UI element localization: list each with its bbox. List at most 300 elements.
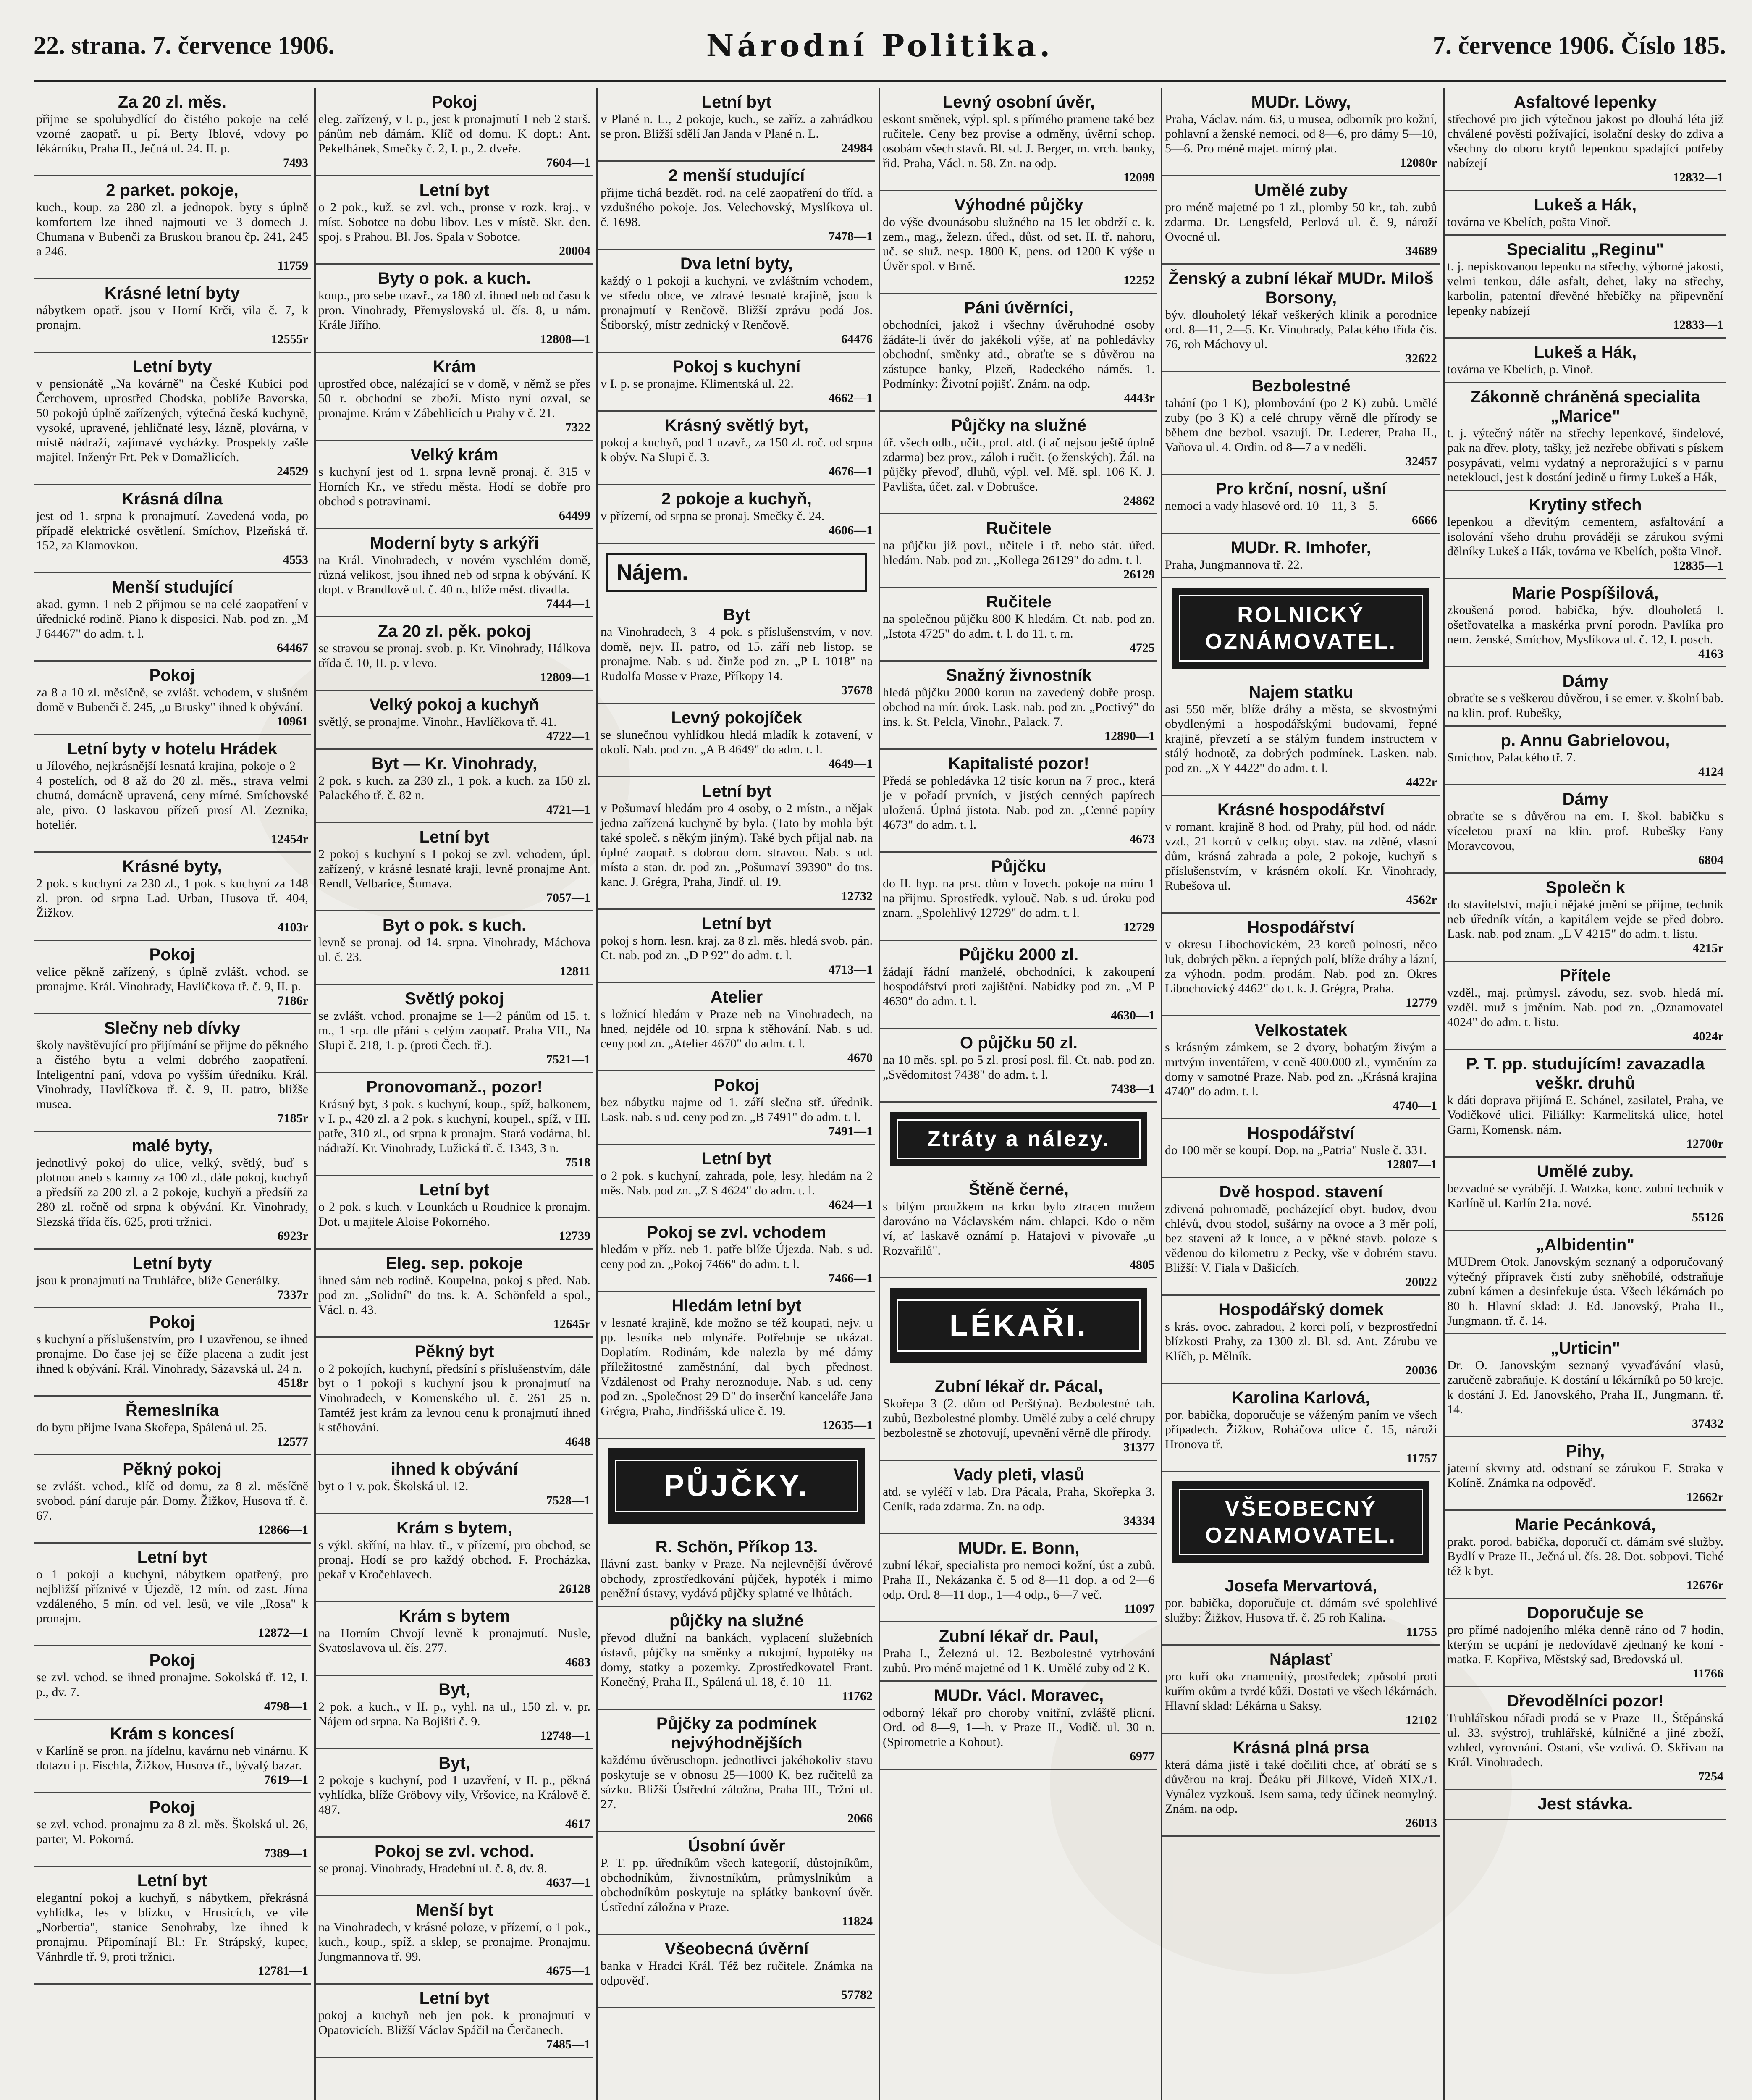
ad-reference-number: 7322	[565, 420, 590, 434]
ad-reference-number: 7619—1	[264, 1773, 308, 1787]
ad-reference-number: 4740—1	[1393, 1099, 1437, 1113]
ad-title: 2 pokoje a kuchyň,	[661, 490, 812, 508]
ad-title: Letní byt	[137, 1872, 207, 1890]
classified-ad	[316, 1338, 593, 1455]
ad-reference-number: 11757	[1406, 1452, 1437, 1465]
ad-reference-number: 12635—1	[822, 1418, 873, 1432]
ad-title: Pokoj	[149, 1313, 195, 1331]
ad-title: Pihy,	[1566, 1442, 1605, 1460]
ad-body: pokoj a kuchyň neb jen pok. k pronajmutí v Opatovicích. Bližší Václav Spáčil na Čerčanech.	[318, 2008, 590, 2037]
ad-reference-number: 7518	[565, 1155, 590, 1169]
ad-body: v romant. krajině 8 hod. od Prahy, půl hod. od nádr. vzd., 21 korců v celku; obyt. stav. na zděné, vlasní dům, krásná zahrada a pole, 2 pokoje, kuchyň s příslušenstvím, v krásném okolí. Kr. Vinohrady, Rubešova ul.	[1165, 820, 1437, 892]
classified-ad	[598, 1935, 875, 2008]
ad-title: Levný osobní úvěr,	[942, 93, 1095, 111]
ad-title: Výhodné půjčky	[954, 196, 1083, 214]
classified-ad	[34, 1646, 311, 1720]
ad-reference-number: 6804	[1698, 853, 1723, 867]
ad-body: eleg. zařízený, v I. p., jest k pronajmutí 1 neb 2 starš. pánům neb dámám. Klíč od domu. K dopt.: Ant. Pekelhánek, Smečky č. 2, I. p., 2. dveře.	[318, 112, 590, 155]
ad-body: Praha, Václav. nám. 63, u musea, odborník pro kožní, pohlavní a ženské nemoci, od 8—6, pro dámy 5—10, 5—6. Pro méně majet. mírný plat.	[1165, 112, 1437, 155]
ad-body: uprostřed obce, nalézající se v domě, v němž se přes 50 r. obchodní se zboží. Místo nyní ozval, se pronajme. Krám v Zábehlicích u Prahy v č. 21.	[318, 377, 590, 420]
ad-body: se slunečnou vyhlídkou hledá mladík k zotavení, v okolí. Nab. pod zn. „A B 4649" do adm. t. l.	[601, 728, 873, 756]
ad-reference-number: 12872—1	[258, 1626, 308, 1640]
ad-body: pro přímé nadojeního mléka denně ráno od 7 hodin, kterým se ucpání je nedovídavě zjednaný ke koní - matka. F. Kopřiva, Městský sad, Bredovská ul.	[1447, 1623, 1723, 1666]
ad-title: Přítele	[1559, 966, 1611, 985]
ad-title: MUDr. Löwy,	[1251, 93, 1351, 111]
classified-ad	[1162, 914, 1440, 1016]
ad-title: Snažný živnostník	[946, 666, 1092, 685]
column-1	[34, 88, 311, 2100]
classified-ad	[880, 1461, 1157, 1534]
classified-ad	[316, 1455, 593, 1514]
ad-body: za 8 a 10 zl. měsíčně, se zvlášt. vchodem, v slušném domě v Bubenči č. 245, „u Brusky" ihned k obývání.	[36, 685, 308, 714]
ad-body: každý o 1 pokoji a kuchyni, ve zvláštním vchodem, ve středu obce, ve zdravé lesnaté krajině, jsou k pronajmutí v Renčově. Bližší zprávu podá Jos. Štiborský, místr zednický v Renčově.	[601, 274, 873, 332]
ad-reference-number: 12807—1	[1387, 1158, 1437, 1171]
ad-reference-number: 4215r	[1692, 941, 1723, 955]
ad-reference-number: 6977	[1130, 1749, 1155, 1763]
ad-reference-number: 4683	[565, 1655, 590, 1669]
ad-body: prakt. porod. babička, doporučí ct. dámám své služby. Bydlí v Praze II., Ječná ul. čís. 28. Dot. sobpovi. Tiché též k byt.	[1447, 1535, 1723, 1578]
columns	[34, 88, 1726, 2100]
ad-title: Josefa Mervartová,	[1225, 1577, 1377, 1595]
lekari-section-heading	[890, 1288, 1147, 1363]
header-date-right: 7. července 1906. Číslo 185.	[1432, 32, 1726, 59]
ad-body: Krásný byt, 3 pok. s kuchyní, koup., spíž, balkonem, v I. p., 420 zl. a 2 pok. s kuchyní, koupel., spíž, v III. patře, 310 zl., od srpna k pronajm. Stará vodárna, bl. nádraží. Kr. Vinohrady, Lužická tř. č. 1343, 3 n.	[318, 1097, 590, 1155]
ad-title: Levný pokojíček	[671, 709, 802, 727]
ad-reference-number: 7466—1	[829, 1271, 873, 1285]
ad-title: Pokoj	[713, 1076, 760, 1095]
ad-body: Dr. O. Janovským seznaný vyvaďávání vlasů, zaručeně zabraňuje. K dostání u lékárníků po 50 krejc. k dostání J. Ed. Janovského, Praha II., Jungmann. tř. 14.	[1447, 1358, 1723, 1416]
classified-ad	[1445, 962, 1726, 1050]
ad-reference-number: 12729	[1123, 920, 1155, 934]
ad-body: obchodníci, jakož i všechny úvěruhodné osoby žádáte-li úvěr do jakékoli výše, ať na pohledávky obchodní, směnky atd., obraťte se s důvěrou na zástupce banky, Plzeň, Radeckého náměs. 1. Podmínky: Životní pojišť. Znám. na odp.	[883, 318, 1155, 391]
ad-title: Zákonně chráněná specialita „Marice"	[1470, 388, 1700, 425]
classified-ad	[598, 704, 875, 777]
ad-title: Za 20 zl. měs.	[118, 93, 226, 111]
ad-body: do 100 měr se koupí. Dop. na „Patria" Nusle č. 331.	[1165, 1143, 1427, 1157]
ad-body: 2 pok. a kuch., v II. p., vyhl. na ul., 150 zl. v. pr. Nájem od srpna. Na Bojišti č. 9.	[318, 1700, 590, 1728]
ad-title: Byt o pok. s kuch.	[382, 916, 527, 934]
ad-title: MUDr. R. Imhofer,	[1231, 538, 1371, 557]
ad-title: Velký pokoj a kuchyň	[369, 696, 540, 714]
ad-body: 2 pok. s kuch. za 230 zl., 1 pok. a kuch. za 150 zl. Palackého tř. č. 82 n.	[318, 774, 590, 802]
ad-body: jednotlivý pokoj do ulice, velký, světlý, buď s plotnou aneb s kamny za 100 zl., dále pokoj, kuchyň a předsíň za 200 zl. a 2 pokoje, kuchyň a předsíň za 280 zl. ročně od srpna k obývání. Kr. Vinohrady, Slezská třída čís. 625, proti tržnici.	[36, 1156, 308, 1228]
ad-title: Dámy	[1562, 790, 1608, 808]
ad-reference-number: 4617	[565, 1817, 590, 1831]
ad-body: zubní lékař, specialista pro nemoci kožní, úst a zubů. Praha II., Nekázanka č. 5 od 8—11 dop. a od 2—6 odp. Ord. 8—11 dop., 1—4 odp., 6—7 več.	[883, 1558, 1155, 1601]
ad-title: Letní byt	[419, 1989, 490, 2008]
classified-ad	[1162, 1646, 1440, 1734]
ad-title: Menší studující	[111, 578, 233, 596]
ad-title: Umělé zuby	[1254, 181, 1348, 200]
classified-ad	[880, 1176, 1157, 1278]
classified-ad	[880, 1682, 1157, 1770]
classified-ad	[1162, 534, 1440, 578]
ad-body: s krásným zámkem, se 2 dvory, bohatým živým a mrtvým inventářem, v ceně 400.000 zl., vyměním za domy v samotné Praze. Nab. pod zn. „Krásná krajina 4740" do adm. t. l.	[1165, 1040, 1437, 1098]
classified-ad	[1162, 176, 1440, 265]
ad-reference-number: 4518r	[277, 1376, 308, 1390]
ad-body: s krás. ovoc. zahradou, 2 korci polí, v bezprostřední blízkosti Prahy, za 1300 zl. Bl. sd. Ant. Zárubu ve Klíčh, p. Mělník.	[1165, 1320, 1437, 1363]
classified-ad	[316, 1896, 593, 1984]
ad-body: do bytu přijme Ivana Skořepa, Spálená ul. 25.	[36, 1420, 267, 1434]
classified-ad	[598, 250, 875, 353]
classified-ad	[598, 1710, 875, 1832]
ad-reference-number: 12739	[559, 1229, 590, 1243]
ad-body: obraťte se s důvěrou na em. I. škol. babičku s víceletou praxí na klin. prof. Rubešky Fany Moravcovou,	[1447, 809, 1723, 853]
ad-reference-number: 34334	[1123, 1514, 1155, 1528]
ad-body: akad. gymn. 1 neb 2 přijmou se na celé zaopatření v úřednické rodině. Piano k disposici. Nab. pod zn. „M J 64467" do adm. t. l.	[36, 597, 308, 640]
ad-body: s kuchyní jest od 1. srpna levně pronaj. č. 315 v Horních Kr., ve středu města. Hodí se dobře pro obchod s potravinami.	[318, 465, 590, 508]
ad-body: asi 550 měr, blíže dráhy a města, se skvostnými obydlenými a hospodářskými budovami, řepné krajině, převzetí a se stálým fundem instructem v stálý hodnotě, za dobrých podmínek. Lasken. nab. pod zn. „X Y 4422" do adm. t. l.	[1165, 702, 1437, 775]
ad-reference-number: 26128	[559, 1582, 590, 1596]
ad-reference-number: 7438—1	[1111, 1082, 1155, 1096]
classified-ad	[1445, 1334, 1726, 1437]
ad-body: atd. se vyléčí v lab. Dra Pácala, Praha, Skořepka 3. Ceník, rada zdarma. Zn. na odp.	[883, 1485, 1155, 1513]
ad-title: Eleg. sep. pokoje	[386, 1254, 523, 1273]
ad-title: Velkostatek	[1254, 1021, 1348, 1040]
ad-title: Specialitu „Reginu"	[1506, 240, 1664, 259]
classified-ad	[880, 941, 1157, 1029]
ad-title: Letní byt	[419, 828, 490, 846]
najem-section-heading	[606, 553, 867, 592]
classified-ad	[1445, 1231, 1726, 1334]
ad-body: na půjčku již povl., učitele i tř. nebo stát. úřed. hledám. Nab. pod zn. „Kollega 26129" do adm. t. l.	[883, 538, 1155, 567]
classified-ad	[598, 910, 875, 983]
ad-reference-number: 7444—1	[546, 597, 590, 611]
ad-reference-number: 37432	[1692, 1417, 1723, 1431]
ad-reference-number: 64476	[841, 332, 873, 346]
ad-body: 2 pokoje s kuchyní, pod 1 uzavření, v II. p., pěkná vyhlídka, blíže Gröbovy vily, Vršovice, na Králově č. 487.	[318, 1773, 590, 1816]
classified-ad	[316, 985, 593, 1073]
classified-ad	[34, 88, 311, 176]
ad-body: lepenkou a dřevitým cementem, asfaltování a isolování všeho druhu prováději se zárukou svými dělníky Lukeš a Hák, továrna ve Kbelích, pošta Vinoř.	[1447, 515, 1723, 558]
ad-body: do stavitelství, mající nějaké jmění se přijme, technik neb úředník vítán, a kapitálem vejde se před dobro. Lask. nab. pod znam. „L V 4215" do adm. t. listu.	[1447, 898, 1723, 941]
ad-title: Letní byt	[701, 914, 772, 933]
ad-body: v okresu Libochovickém, 23 korců polností, něco luk, dobrých pěkn. a řepných polí, blíže dráhy a lázní, za výhodn. podm. prodám. Nab. pod zn. Okres Libochovický 4462" do t. k. J. Grégra, Praha.	[1165, 937, 1437, 995]
ad-body: o 1 pokoji a kuchyni, nábytkem opatřený, pro nejbližší příznivé v Újezdě, 12 mín. od zast. Jírna vzdáleného, 5 mín. od vel. lesů, ve vile „Rosa" k pronajm.	[36, 1567, 308, 1625]
classified-ad	[316, 1514, 593, 1602]
ad-body: se zvl. vchod. se ihned pronajme. Sokolská tř. 12, I. p., dv. 7.	[36, 1670, 308, 1699]
classified-ad	[34, 1396, 311, 1455]
ad-title: Krásná dílna	[121, 490, 223, 508]
ad-reference-number: 7389—1	[264, 1846, 308, 1860]
ad-title: Krásná plná prsa	[1233, 1738, 1369, 1757]
ad-reference-number: 4675—1	[546, 1964, 590, 1978]
classified-ad	[880, 294, 1157, 412]
ad-body: jsou k pronajmutí na Truhlářce, blíže Generálky.	[36, 1273, 281, 1287]
ad-body: bez nábytku najme od 1. září slečna stř. úřednik. Lask. nab. s ud. ceny pod zn. „B 7491" do adm. t. l.	[601, 1095, 873, 1124]
ad-title: Pokoj	[149, 1651, 195, 1670]
classified-ad	[1162, 1296, 1440, 1384]
ad-title: Letní byt	[419, 1181, 490, 1199]
ad-reference-number: 12832—1	[1673, 171, 1723, 184]
classified-ad	[34, 1250, 311, 1308]
classified-ad	[880, 750, 1157, 853]
ad-reference-number: 4648	[565, 1435, 590, 1449]
ad-title: Dvě hospod. stavení	[1219, 1183, 1383, 1201]
ad-reference-number: 7478—1	[829, 229, 873, 243]
classified-ad	[1445, 191, 1726, 236]
ad-reference-number: 11759	[277, 259, 308, 273]
ad-title: Hospodářství	[1247, 918, 1355, 937]
classified-ad	[1162, 88, 1440, 176]
ad-title: Moderní byty s arkýři	[370, 534, 539, 552]
ad-title: Letní byt	[701, 1150, 772, 1168]
ad-reference-number: 20004	[559, 244, 590, 258]
ad-reference-number: 7485—1	[546, 2037, 590, 2051]
ad-title: Doporučuje se	[1527, 1604, 1644, 1622]
ad-body: školy navštěvující pro přijímání se přijme do pěkného a čistého bytu a velmi dobrého zaopatření. Inteligentní paní, vdova po vyšším úředníku. Král. Vinohrady, Havlíčkova tř. č. 9, II. patro, bližše musea.	[36, 1038, 308, 1111]
classified-ad	[598, 1292, 875, 1439]
classified-ad	[598, 1533, 875, 1607]
classified-ad	[34, 1132, 311, 1250]
rolnicky-oznamovatel-heading	[1172, 588, 1429, 669]
classified-ad	[34, 1720, 311, 1793]
classified-ad	[316, 265, 593, 353]
ad-reference-number: 12676r	[1686, 1578, 1723, 1592]
ad-body: hledám v příz. neb 1. patře blíže Újezda. Nab. s ud. ceny pod zn. „Pokoj 7466" do adm. t. l.	[601, 1242, 873, 1271]
ad-reference-number: 4124	[1698, 765, 1723, 779]
ad-body: se zvl. vchod. pronajmu za 8 zl. měs. Školská ul. 26, parter, M. Pokorná.	[36, 1817, 308, 1846]
classified-ad	[34, 1308, 311, 1396]
ad-title: Umělé zuby.	[1537, 1162, 1634, 1181]
najem-section-heading-label: Nájem.	[616, 560, 688, 585]
ad-reference-number: 12645r	[553, 1317, 590, 1331]
ad-reference-number: 7254	[1698, 1769, 1723, 1783]
ad-title: Řemeslníka	[125, 1401, 219, 1420]
classified-ad	[1162, 1119, 1440, 1178]
classified-ad	[1445, 491, 1726, 579]
pujcky-section-heading	[608, 1448, 865, 1524]
classified-ad	[1162, 475, 1440, 534]
ad-body: světlý, se pronajme. Vinohr., Havlíčkova tř. 41.	[318, 715, 557, 729]
ad-body: elegantní pokoj a kuchyň, s nábytkem, překrásná vyhlídka, les v blízku, v Hrusicích, ve vile „Norbertia", stanice Senohraby, lze ihned k pronajmu. Připomínají Bl.: Fr. Strápský, kupec, Vánhrdle tř. 9, proti tržnici.	[36, 1891, 308, 1964]
ad-title: Společn k	[1545, 878, 1625, 897]
ad-title: Krásné byty,	[122, 857, 222, 876]
classified-ad	[598, 1218, 875, 1292]
ad-title: ihned k obývání	[391, 1460, 518, 1478]
ad-body: v I. p. se pronajme. Klimentská ul. 22.	[601, 377, 794, 391]
ad-title: Byty o pok. a kuch.	[378, 269, 531, 288]
ad-title: Pěkný pokoj	[123, 1460, 222, 1478]
ad-body: býv. dlouholetý lékař veškerých klinik a porodnice ord. 8—11, 2—5. Kr. Vinohrady, Palackého třída čís. 76, roh Máchovy ul.	[1165, 308, 1437, 351]
classified-ad	[34, 662, 311, 735]
ad-reference-number: 4676—1	[829, 465, 873, 478]
ad-body: u Jílového, nejkrásnější lesnatá krajina, pokoje o 2—4 postelích, od 8 až do 20 zl. měs., strava velmi chutná, domácně upravená, ceny mírné. Smíchovské ale, pivo. O laskavou přízeň prosí Al. Zeznika, hoteliér.	[36, 759, 308, 832]
ad-reference-number: 4713—1	[829, 963, 873, 976]
ad-body: odborný lékař pro choroby vnitřní, zvláště plicní. Ord. od 8—9, 1—h. v Praze II., Vodič. ul. 30 n. (Spirometrie a Kohout).	[883, 1706, 1155, 1749]
ad-title: Pokoj	[149, 945, 195, 964]
ad-reference-number: 12748—1	[540, 1729, 590, 1743]
classified-ad	[34, 1793, 311, 1867]
classified-ad	[1445, 1437, 1726, 1511]
header-date-left: 22. strana. 7. července 1906.	[34, 32, 335, 59]
ad-body: ihned sám neb rodině. Koupelna, pokoj s před. Nab. pod zn. „Solidní" do tns. k. A. Schönfeld a spol., Václ. n. 43.	[318, 1273, 590, 1317]
ad-body: k dáti doprava přijímá E. Schánel, zasilatel, Praha, ve Vodičkové ulici. Filiálky: Karmelitská ulice, hotel Garni, Komensk. nám.	[1447, 1093, 1723, 1137]
ad-reference-number: 4624—1	[829, 1198, 873, 1212]
ad-reference-number: 12779	[1406, 996, 1437, 1010]
classified-ad	[34, 573, 311, 662]
newspaper-masthead: Národní Politika.	[706, 28, 1054, 63]
ad-title: 2 menší studující	[668, 166, 805, 185]
ad-title: Pokoj	[149, 666, 195, 685]
ad-reference-number: 4673	[1130, 832, 1155, 846]
ad-reference-number: 64499	[559, 509, 590, 522]
ad-title: Krásný světlý byt,	[664, 416, 809, 435]
ad-reference-number: 4024r	[1692, 1029, 1723, 1043]
column-6	[1445, 88, 1726, 2100]
classified-ad	[316, 691, 593, 750]
ad-reference-number: 12662r	[1686, 1490, 1723, 1504]
ad-title: Pro krční, nosní, ušní	[1215, 480, 1387, 498]
ad-reference-number: 12809—1	[540, 670, 590, 684]
ad-body: por. babička, doporučuje ct. dámám své spolehlivé služby: Žižkov, Husova tř. č. 25 roh Kalina.	[1165, 1596, 1437, 1625]
ad-body: o 2 pok. s kuch. v Lounkách u Roudnice k pronajm. Dot. u majitele Aloise Pokorného.	[318, 1200, 590, 1228]
ad-reference-number: 12781—1	[258, 1964, 308, 1978]
classified-ad	[34, 353, 311, 485]
ad-reference-number: 12835—1	[1673, 559, 1723, 572]
ad-body: Praha I., Železná ul. 12. Bezbolestné vytrhování zubů. Pro méně majetné od 1 K. Umělé zuby od 2 K.	[883, 1646, 1155, 1675]
classified-ad	[34, 485, 311, 573]
classified-ad	[316, 1250, 593, 1338]
classified-ad	[598, 601, 875, 704]
ad-title: Asfaltové lepenky	[1513, 93, 1657, 111]
ad-title: Pokoj	[149, 1798, 195, 1816]
ad-reference-number: 24862	[1123, 494, 1155, 508]
ad-title: Krám s bytem,	[396, 1519, 512, 1537]
ad-reference-number: 12555r	[271, 332, 308, 346]
ad-title: Byt,	[438, 1680, 470, 1699]
ad-title: Krám s koncesí	[110, 1725, 234, 1743]
classified-ad	[880, 662, 1157, 750]
ad-reference-number: 26013	[1406, 1816, 1437, 1830]
ad-title: Byt,	[438, 1754, 470, 1772]
ad-body: do II. hyp. na prst. dům v Iovech. pokoje na míru 1 na přijmu. Sprostředk. vylouč. Nab. s ud. úroku pod znam. „Spolehlivý 12729" do adm. t. l.	[883, 877, 1155, 920]
ad-title: R. Schön, Příkop 13.	[655, 1538, 818, 1556]
classified-ad	[598, 1832, 875, 1935]
classified-ad	[1445, 339, 1726, 383]
ad-reference-number: 12080r	[1400, 156, 1437, 170]
ad-title: MUDr. Václ. Moravec,	[934, 1686, 1104, 1705]
ad-body: jaterní skvrny atd. odstraní se zárukou F. Straka v Kolíně. Známka na odpověď.	[1447, 1461, 1723, 1490]
classified-ad	[1445, 1158, 1726, 1231]
classified-ad	[1162, 372, 1440, 475]
ad-title: Krám s bytem	[399, 1607, 510, 1625]
ad-body: v Karlíně se pron. na jídelnu, kavárnu neb vinárnu. K dotazu i p. Fischla, Žižkov, Husova tř., bývalý bazar.	[36, 1744, 308, 1772]
ad-body: o 2 pok. s kuchyní, zahrada, pole, lesy, hledám na 2 měs. Nab. pod zn. „Z S 4624" do adm. t. l.	[601, 1169, 873, 1197]
classified-ad	[1445, 579, 1726, 667]
ad-title: malé byty,	[131, 1137, 213, 1155]
ad-body: o 2 pokojích, kuchyní, předsíní s příslušenstvím, dále byt o 1 pokoji s kuchyní jsou k pronajmutí na Vinohradech, v Komenského ul. č. 261—25 n. Tamtéž jest krám za levnou cenu k pronajmutí ihned k stěhování.	[318, 1362, 590, 1434]
ad-reference-number: 12808—1	[540, 332, 590, 346]
ad-reference-number: 4725	[1130, 641, 1155, 655]
ad-body: koup., pro sebe uzavř., za 180 zl. ihned neb od času k pron. Vinohrady, Přemyslovská ul. čís. 8, u nám. Krále Jiřího.	[318, 289, 590, 332]
ad-reference-number: 4553	[283, 553, 308, 567]
ad-title: Lukeš a Hák,	[1534, 343, 1637, 362]
ad-reference-number: 7057—1	[546, 891, 590, 905]
classified-ad	[316, 823, 593, 911]
ad-title: Letní byty	[132, 1254, 212, 1273]
ad-title: Dřevodělníci pozor!	[1507, 1692, 1664, 1710]
ad-reference-number: 4163	[1698, 647, 1723, 661]
classified-ad	[598, 1071, 875, 1145]
column-4	[880, 88, 1157, 2100]
ad-title: Najem statku	[1248, 683, 1353, 701]
classified-ad	[880, 1622, 1157, 1682]
classified-ad	[34, 941, 311, 1014]
ad-title: Pokoj se zvl. vchodem	[647, 1223, 826, 1242]
ad-title: Velký krám	[410, 446, 498, 464]
vseobecny-oznamovatel-heading-label: VŠEOBECNÝ OZNAMOVATEL.	[1179, 1489, 1423, 1555]
ad-body: na Horním Chvojí levně k pronajmutí. Nusle, Svatoslavova ul. čís. 277.	[318, 1626, 590, 1655]
ad-body: v pensionátě „Na kovárně" na České Kubici pod Čerchovem, uprostřed Chodska, poblíže Bavorska, 50 pokojů úplně zařízených, výtečná česká kuchyně, vysoké, upravené, jehličnaté lesy, lázně, plovárna, v místě nádraží, zajímavé vycházky. Prospekty zašle majitel. Inženýr Frt. Pek v Domažlicích.	[36, 377, 308, 464]
classified-ad	[34, 279, 311, 353]
ad-reference-number: 24529	[277, 465, 308, 478]
column-3	[598, 88, 875, 2100]
ad-title: „Albidentin"	[1536, 1236, 1635, 1254]
pujcky-section-heading-label: PŮJČKY.	[615, 1460, 858, 1512]
ad-reference-number: 6923r	[277, 1229, 308, 1243]
ad-body: por. babička, doporučuje se váženým paním ve všech případech. Žižkov, Roháčova ulice č. 15, nároží Hronova tř.	[1165, 1408, 1437, 1451]
page-header	[34, 25, 1726, 82]
classified-ad	[316, 1676, 593, 1749]
ad-reference-number: 12252	[1123, 273, 1155, 287]
column-2	[316, 88, 593, 2100]
ad-title: Ženský a zubní lékař MUDr. Miloš Borsony,	[1168, 269, 1434, 307]
lekari-section-heading-label: LÉKAŘI.	[897, 1299, 1141, 1352]
ad-reference-number: 12454r	[271, 832, 308, 846]
ad-body: pokoj s horn. lesn. kraj. za 8 zl. měs. hledá svob. pán. Ct. nab. pod zn. „D P 92" do adm. t. l.	[601, 934, 873, 962]
classified-ad	[1445, 727, 1726, 785]
ad-title: Marie Pecánková,	[1515, 1515, 1656, 1534]
ad-title: Karolina Karlová,	[1232, 1389, 1370, 1407]
classified-ad	[598, 1145, 875, 1218]
ad-reference-number: 12732	[841, 889, 873, 903]
classified-ad	[316, 1073, 593, 1176]
ad-title: Krásné hospodářství	[1217, 801, 1385, 819]
classified-ad	[316, 529, 593, 617]
ad-reference-number: 12099	[1123, 171, 1155, 184]
classified-ad	[1162, 1572, 1440, 1646]
ad-reference-number: 32622	[1406, 352, 1437, 365]
ad-body: v Plané n. L., 2 pokoje, kuch., se zaříz. a zahrádkou se pron. Bližší sdělí Jan Janda v Plané n. L.	[601, 112, 873, 141]
ad-body: kuch., koup. za 280 zl. a jednopok. byty s úplně komfortem lze ihned najmouti ve 3 domech J. Chumana v Bubenči za Bruskou branou čp. 241, 245 a 246.	[36, 200, 308, 258]
ad-body: 2 pokoj s kuchyní s 1 pokoj se zvl. vchodem, úpl. zařízený, v krásné lesnaté kraji, levně pronajme Ant. Rendl, Velbarice, Šumava.	[318, 847, 590, 890]
ad-body: bezvadné se vyrábějí. J. Watzka, konc. zubní technik v Karlíně ul. Karlín 21a. nové.	[1447, 1181, 1723, 1210]
ztraty-section-heading-label: Ztráty a nálezy.	[897, 1119, 1141, 1159]
ad-body: MUDrem Otok. Janovským seznaný a odporučovaný výtečný přípravek čistí zuby sněhobílé, odstraňuje zubní kámen a desinfekuje ústa. Všech lékárnách po 80 h. Hlavní sklad: J. Ed. Janovský, Praha II., Jungmann. tř. č. 14.	[1447, 1255, 1723, 1328]
ad-reference-number: 12577	[277, 1435, 308, 1449]
classified-ad	[598, 485, 875, 544]
ad-body: na 10 měs. spl. po 5 zl. prosí posl. fil. Ct. nab. pod zn. „Svědomitost 7438" do adm. t. l.	[883, 1053, 1155, 1082]
ad-title: Světlý pokoj	[405, 990, 504, 1008]
ad-body: t. j. výtečný nátěr na střechy lepenkové, šindelové, pak na dřev. ploty, taškу, jež nezřebe obřivati s pískem posypávati, velmi vydatný a neproražující s v parnu neteklouci, jest k dostání jedině u firmy Lukeš a Hák,	[1447, 426, 1723, 484]
ad-title: P. T. pp. studujícím! zavazadla veškr. druhů	[1466, 1055, 1705, 1092]
classified-ad	[1445, 383, 1726, 491]
ad-title: Půjčku 2000 zl.	[959, 945, 1079, 964]
classified-ad	[316, 911, 593, 985]
ad-reference-number: 6666	[1412, 513, 1437, 527]
ad-body: tahání (po 1 K), plombování (po 2 K) zubů. Umělé zuby (po 3 K) a celé chrupy věrně dle přírody se během dne bezbol. vsazují. Dr. Lederer, Praha II., Vaňova ul. 4. Ordin. od 8—7 a v neděli.	[1165, 396, 1437, 454]
ad-title: Pronovomanž., pozor!	[366, 1078, 543, 1096]
ad-reference-number: 7493	[283, 156, 308, 170]
classified-ad	[880, 853, 1157, 941]
ad-title: Zubní lékař dr. Pácal,	[934, 1377, 1103, 1396]
ad-body: nemoci a vady hlasové ord. 10—11, 3—5.	[1165, 499, 1378, 513]
classified-ad	[1445, 1687, 1726, 1790]
ad-reference-number: 11097	[1124, 1602, 1155, 1616]
ad-reference-number: 55126	[1692, 1210, 1723, 1224]
ad-reference-number: 26129	[1123, 567, 1155, 581]
